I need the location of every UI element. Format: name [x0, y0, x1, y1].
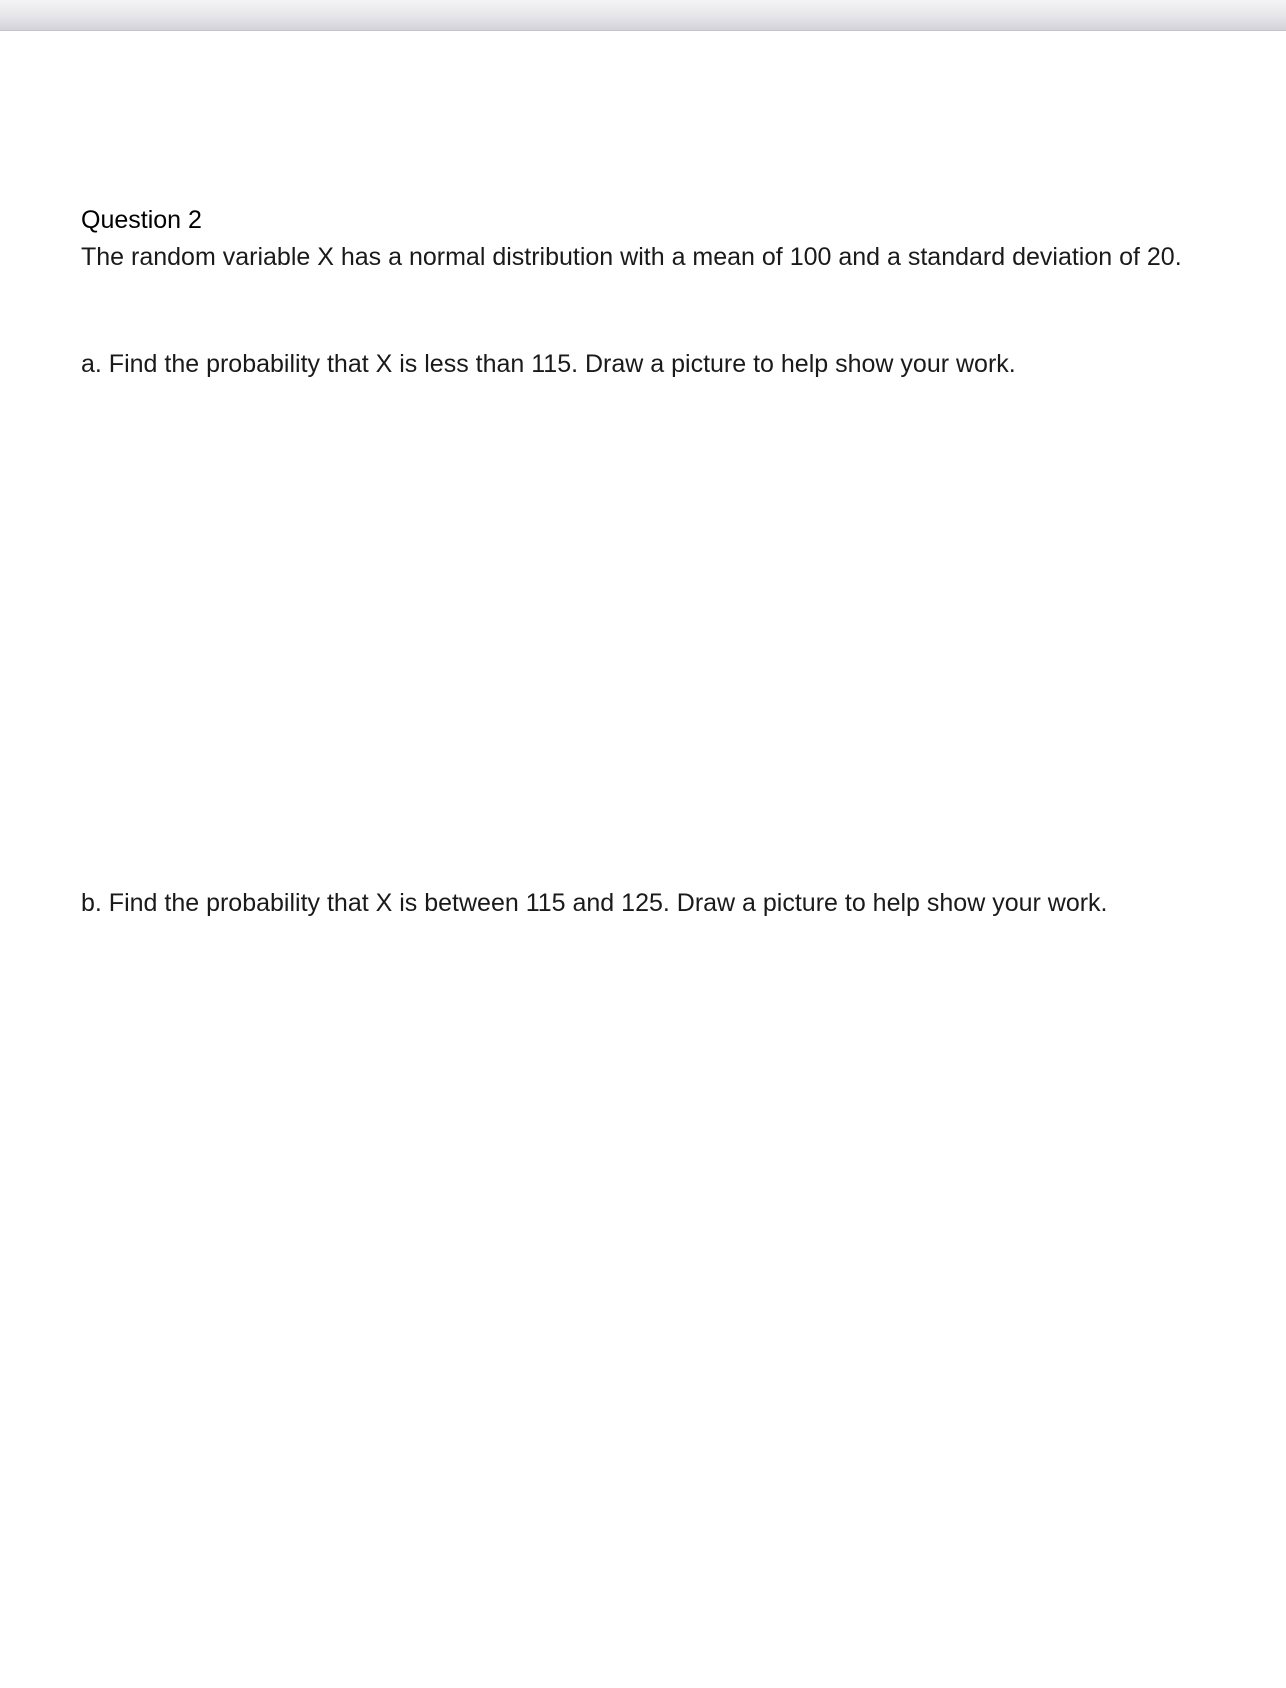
question-intro: The random variable X has a normal distribution with a mean of 100 and a standard deviation of 20. — [81, 243, 1182, 271]
question-block — [81, 203, 1211, 275]
viewer-top-bar — [0, 0, 1286, 31]
question-title: Question 2 — [81, 206, 202, 234]
question-part-a: a. Find the probability that X is less than 115. Draw a picture to help show your work. — [81, 350, 1016, 378]
question-part-b: b. Find the probability that X is between 115 and 125. Draw a picture to help show your work. — [81, 889, 1108, 917]
